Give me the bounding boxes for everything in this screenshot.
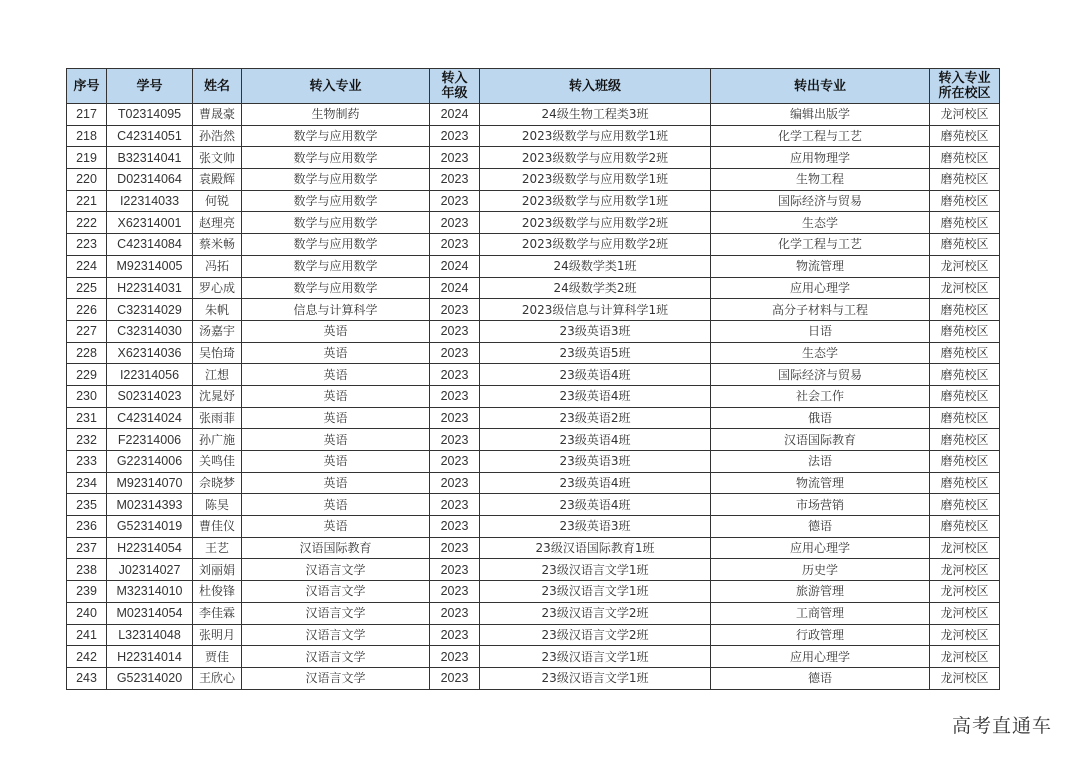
cell-campus: 龙河校区 — [930, 537, 1000, 559]
cell-seq: 242 — [67, 646, 107, 668]
cell-student-id: B32314041 — [107, 147, 193, 169]
table-row — [67, 429, 1000, 451]
cell-name: 朱帆 — [193, 299, 242, 321]
cell-class-in: 23级汉语言文学1班 — [480, 667, 711, 689]
header-campus-line1: 转入专业 — [938, 71, 991, 86]
cell-seq: 240 — [67, 602, 107, 624]
cell-grade: 2023 — [430, 125, 480, 147]
cell-student-id: C32314029 — [107, 299, 193, 321]
header-grade-line2: 年级 — [441, 86, 468, 101]
cell-student-id: S02314023 — [107, 385, 193, 407]
cell-campus: 磨苑校区 — [930, 125, 1000, 147]
cell-seq: 230 — [67, 385, 107, 407]
cell-major-in: 英语 — [242, 320, 430, 342]
cell-class-in: 23级英语3班 — [480, 451, 711, 473]
cell-campus: 磨苑校区 — [930, 364, 1000, 386]
cell-class-in: 23级英语4班 — [480, 385, 711, 407]
cell-student-id: H22314054 — [107, 537, 193, 559]
cell-campus: 磨苑校区 — [930, 429, 1000, 451]
cell-major-in: 英语 — [242, 451, 430, 473]
cell-campus: 龙河校区 — [930, 581, 1000, 603]
cell-grade: 2023 — [430, 429, 480, 451]
cell-major-in: 数学与应用数学 — [242, 255, 430, 277]
table-row — [67, 407, 1000, 429]
cell-grade: 2023 — [430, 646, 480, 668]
cell-name: 贾佳 — [193, 646, 242, 668]
table-row — [67, 667, 1000, 689]
cell-major-in: 数学与应用数学 — [242, 277, 430, 299]
cell-major-out: 历史学 — [711, 559, 930, 581]
cell-student-id: X62314001 — [107, 212, 193, 234]
cell-campus: 磨苑校区 — [930, 451, 1000, 473]
cell-major-in: 汉语国际教育 — [242, 537, 430, 559]
table-row — [67, 190, 1000, 212]
cell-student-id: F22314006 — [107, 429, 193, 451]
cell-seq: 233 — [67, 451, 107, 473]
header-seq: 序号 — [67, 69, 107, 104]
cell-major-out: 俄语 — [711, 407, 930, 429]
cell-student-id: I22314033 — [107, 190, 193, 212]
cell-campus: 龙河校区 — [930, 277, 1000, 299]
cell-major-out: 法语 — [711, 451, 930, 473]
cell-name: 佘晓梦 — [193, 472, 242, 494]
table-row — [67, 559, 1000, 581]
cell-name: 袁殿辉 — [193, 169, 242, 191]
cell-student-id: J02314027 — [107, 559, 193, 581]
table-header — [67, 69, 1000, 104]
transfer-table — [66, 68, 1000, 690]
cell-class-in: 23级汉语国际教育1班 — [480, 537, 711, 559]
cell-class-in: 23级英语2班 — [480, 407, 711, 429]
cell-name: 吴怡琦 — [193, 342, 242, 364]
cell-grade: 2023 — [430, 364, 480, 386]
cell-grade: 2024 — [430, 277, 480, 299]
cell-major-out: 市场营销 — [711, 494, 930, 516]
cell-class-in: 23级英语5班 — [480, 342, 711, 364]
cell-major-in: 英语 — [242, 429, 430, 451]
cell-name: 王欣心 — [193, 667, 242, 689]
cell-campus: 磨苑校区 — [930, 516, 1000, 538]
cell-major-in: 数学与应用数学 — [242, 190, 430, 212]
cell-class-in: 23级英语4班 — [480, 429, 711, 451]
cell-grade: 2023 — [430, 494, 480, 516]
cell-name: 何锐 — [193, 190, 242, 212]
cell-grade: 2023 — [430, 234, 480, 256]
cell-seq: 237 — [67, 537, 107, 559]
cell-major-out: 生物工程 — [711, 169, 930, 191]
cell-seq: 229 — [67, 364, 107, 386]
cell-seq: 228 — [67, 342, 107, 364]
cell-major-out: 生态学 — [711, 212, 930, 234]
cell-grade: 2023 — [430, 407, 480, 429]
table-row — [67, 602, 1000, 624]
cell-major-in: 数学与应用数学 — [242, 212, 430, 234]
cell-campus: 龙河校区 — [930, 559, 1000, 581]
cell-class-in: 23级英语4班 — [480, 472, 711, 494]
table-row — [67, 385, 1000, 407]
cell-name: 江想 — [193, 364, 242, 386]
cell-seq: 243 — [67, 667, 107, 689]
cell-class-in: 2023级数学与应用数学2班 — [480, 234, 711, 256]
cell-student-id: G52314020 — [107, 667, 193, 689]
cell-grade: 2023 — [430, 342, 480, 364]
table-row — [67, 104, 1000, 126]
cell-class-in: 2023级数学与应用数学2班 — [480, 212, 711, 234]
cell-name: 张文帅 — [193, 147, 242, 169]
cell-seq: 231 — [67, 407, 107, 429]
cell-major-in: 英语 — [242, 364, 430, 386]
cell-class-in: 23级汉语言文学1班 — [480, 646, 711, 668]
cell-class-in: 23级汉语言文学1班 — [480, 559, 711, 581]
table-row — [67, 364, 1000, 386]
cell-campus: 磨苑校区 — [930, 147, 1000, 169]
cell-grade: 2023 — [430, 212, 480, 234]
cell-seq: 217 — [67, 104, 107, 126]
cell-major-out: 社会工作 — [711, 385, 930, 407]
cell-major-in: 数学与应用数学 — [242, 147, 430, 169]
cell-grade: 2023 — [430, 559, 480, 581]
header-campus — [930, 69, 1000, 104]
cell-major-in: 汉语言文学 — [242, 667, 430, 689]
cell-campus: 龙河校区 — [930, 646, 1000, 668]
header-grade-line1: 转入 — [441, 71, 468, 86]
cell-campus: 龙河校区 — [930, 255, 1000, 277]
cell-campus: 磨苑校区 — [930, 494, 1000, 516]
cell-name: 沈晁妤 — [193, 385, 242, 407]
cell-seq: 223 — [67, 234, 107, 256]
cell-seq: 238 — [67, 559, 107, 581]
cell-name: 孙广施 — [193, 429, 242, 451]
cell-campus: 磨苑校区 — [930, 234, 1000, 256]
cell-student-id: H22314031 — [107, 277, 193, 299]
cell-campus: 磨苑校区 — [930, 342, 1000, 364]
cell-grade: 2023 — [430, 516, 480, 538]
cell-major-out: 应用物理学 — [711, 147, 930, 169]
table-row — [67, 342, 1000, 364]
cell-major-out: 日语 — [711, 320, 930, 342]
cell-major-out: 德语 — [711, 516, 930, 538]
cell-seq: 235 — [67, 494, 107, 516]
cell-major-out: 应用心理学 — [711, 537, 930, 559]
cell-major-out: 国际经济与贸易 — [711, 364, 930, 386]
cell-campus: 磨苑校区 — [930, 407, 1000, 429]
cell-major-out: 国际经济与贸易 — [711, 190, 930, 212]
cell-seq: 219 — [67, 147, 107, 169]
table-row — [67, 472, 1000, 494]
cell-major-in: 英语 — [242, 516, 430, 538]
header-student-id: 学号 — [107, 69, 193, 104]
cell-major-out: 生态学 — [711, 342, 930, 364]
cell-student-id: T02314095 — [107, 104, 193, 126]
cell-campus: 磨苑校区 — [930, 385, 1000, 407]
cell-name: 曹晟豪 — [193, 104, 242, 126]
cell-student-id: C42314051 — [107, 125, 193, 147]
header-campus-line2: 所在校区 — [938, 86, 991, 101]
cell-major-out: 化学工程与工艺 — [711, 234, 930, 256]
cell-seq: 226 — [67, 299, 107, 321]
cell-student-id: I22314056 — [107, 364, 193, 386]
cell-campus: 龙河校区 — [930, 602, 1000, 624]
cell-seq: 236 — [67, 516, 107, 538]
cell-major-out: 汉语国际教育 — [711, 429, 930, 451]
cell-name: 张明月 — [193, 624, 242, 646]
table-row — [67, 125, 1000, 147]
cell-grade: 2023 — [430, 537, 480, 559]
cell-student-id: M32314010 — [107, 581, 193, 603]
header-grade — [430, 69, 480, 104]
cell-campus: 磨苑校区 — [930, 212, 1000, 234]
header-major-out: 转出专业 — [711, 69, 930, 104]
cell-student-id: L32314048 — [107, 624, 193, 646]
cell-class-in: 23级英语4班 — [480, 364, 711, 386]
cell-grade: 2024 — [430, 255, 480, 277]
cell-campus: 磨苑校区 — [930, 320, 1000, 342]
cell-campus: 磨苑校区 — [930, 169, 1000, 191]
cell-name: 罗心成 — [193, 277, 242, 299]
table-row — [67, 212, 1000, 234]
table-row — [67, 537, 1000, 559]
cell-major-in: 汉语言文学 — [242, 646, 430, 668]
cell-name: 王艺 — [193, 537, 242, 559]
cell-class-in: 2023级信息与计算科学1班 — [480, 299, 711, 321]
cell-campus: 龙河校区 — [930, 667, 1000, 689]
cell-name: 孙浩然 — [193, 125, 242, 147]
cell-major-in: 信息与计算科学 — [242, 299, 430, 321]
cell-class-in: 2023级数学与应用数学1班 — [480, 169, 711, 191]
table-row — [67, 234, 1000, 256]
cell-campus: 龙河校区 — [930, 624, 1000, 646]
cell-name: 赵理亮 — [193, 212, 242, 234]
cell-class-in: 23级英语4班 — [480, 494, 711, 516]
table-row — [67, 494, 1000, 516]
cell-grade: 2023 — [430, 385, 480, 407]
cell-grade: 2023 — [430, 299, 480, 321]
cell-student-id: C42314024 — [107, 407, 193, 429]
cell-campus: 磨苑校区 — [930, 472, 1000, 494]
cell-class-in: 23级汉语言文学2班 — [480, 624, 711, 646]
cell-seq: 220 — [67, 169, 107, 191]
cell-seq: 227 — [67, 320, 107, 342]
cell-major-in: 汉语言文学 — [242, 559, 430, 581]
cell-grade: 2023 — [430, 451, 480, 473]
cell-seq: 218 — [67, 125, 107, 147]
table-body — [67, 104, 1000, 690]
cell-major-out: 化学工程与工艺 — [711, 125, 930, 147]
cell-grade: 2023 — [430, 320, 480, 342]
cell-major-out: 行政管理 — [711, 624, 930, 646]
table-row — [67, 147, 1000, 169]
cell-seq: 241 — [67, 624, 107, 646]
cell-grade: 2023 — [430, 472, 480, 494]
cell-major-in: 英语 — [242, 494, 430, 516]
cell-grade: 2023 — [430, 169, 480, 191]
cell-grade: 2023 — [430, 581, 480, 603]
cell-major-out: 物流管理 — [711, 472, 930, 494]
cell-major-in: 英语 — [242, 472, 430, 494]
cell-major-out: 应用心理学 — [711, 277, 930, 299]
cell-grade: 2023 — [430, 667, 480, 689]
cell-seq: 224 — [67, 255, 107, 277]
cell-major-in: 汉语言文学 — [242, 602, 430, 624]
cell-name: 关鸣佳 — [193, 451, 242, 473]
cell-major-out: 物流管理 — [711, 255, 930, 277]
cell-grade: 2024 — [430, 104, 480, 126]
cell-grade: 2023 — [430, 190, 480, 212]
cell-major-in: 英语 — [242, 342, 430, 364]
cell-student-id: G52314019 — [107, 516, 193, 538]
table-row — [67, 516, 1000, 538]
cell-student-id: M02314054 — [107, 602, 193, 624]
table-row — [67, 624, 1000, 646]
cell-class-in: 24级生物工程类3班 — [480, 104, 711, 126]
cell-major-in: 英语 — [242, 385, 430, 407]
cell-major-in: 生物制药 — [242, 104, 430, 126]
cell-name: 冯拓 — [193, 255, 242, 277]
cell-major-in: 汉语言文学 — [242, 581, 430, 603]
cell-major-in: 数学与应用数学 — [242, 169, 430, 191]
cell-class-in: 2023级数学与应用数学1班 — [480, 125, 711, 147]
watermark-text: 高考直通车 — [951, 715, 1052, 737]
cell-class-in: 23级英语3班 — [480, 516, 711, 538]
cell-name: 刘丽娟 — [193, 559, 242, 581]
cell-grade: 2023 — [430, 624, 480, 646]
cell-name: 李佳霖 — [193, 602, 242, 624]
cell-name: 陈昊 — [193, 494, 242, 516]
cell-seq: 234 — [67, 472, 107, 494]
cell-class-in: 2023级数学与应用数学1班 — [480, 190, 711, 212]
cell-major-out: 应用心理学 — [711, 646, 930, 668]
cell-seq: 239 — [67, 581, 107, 603]
cell-student-id: M92314005 — [107, 255, 193, 277]
cell-campus: 磨苑校区 — [930, 299, 1000, 321]
cell-campus: 磨苑校区 — [930, 190, 1000, 212]
transfer-list-sheet — [66, 68, 999, 690]
table-row — [67, 646, 1000, 668]
cell-major-out: 工商管理 — [711, 602, 930, 624]
cell-major-out: 编辑出版学 — [711, 104, 930, 126]
cell-major-out: 高分子材料与工程 — [711, 299, 930, 321]
cell-major-in: 数学与应用数学 — [242, 125, 430, 147]
cell-class-in: 23级英语3班 — [480, 320, 711, 342]
cell-student-id: C42314084 — [107, 234, 193, 256]
cell-campus: 龙河校区 — [930, 104, 1000, 126]
table-row — [67, 320, 1000, 342]
cell-class-in: 23级汉语言文学2班 — [480, 602, 711, 624]
cell-student-id: H22314014 — [107, 646, 193, 668]
cell-seq: 225 — [67, 277, 107, 299]
table-row — [67, 451, 1000, 473]
cell-class-in: 23级汉语言文学1班 — [480, 581, 711, 603]
cell-name: 蔡米畅 — [193, 234, 242, 256]
cell-seq: 232 — [67, 429, 107, 451]
table-row — [67, 299, 1000, 321]
cell-class-in: 24级数学类2班 — [480, 277, 711, 299]
cell-class-in: 2023级数学与应用数学2班 — [480, 147, 711, 169]
cell-class-in: 24级数学类1班 — [480, 255, 711, 277]
header-major-in: 转入专业 — [242, 69, 430, 104]
table-row — [67, 169, 1000, 191]
header-name: 姓名 — [193, 69, 242, 104]
cell-student-id: D02314064 — [107, 169, 193, 191]
header-row — [67, 69, 1000, 104]
cell-major-out: 德语 — [711, 667, 930, 689]
cell-name: 杜俊锋 — [193, 581, 242, 603]
cell-student-id: M02314393 — [107, 494, 193, 516]
cell-seq: 221 — [67, 190, 107, 212]
cell-student-id: G22314006 — [107, 451, 193, 473]
cell-major-in: 英语 — [242, 407, 430, 429]
cell-major-out: 旅游管理 — [711, 581, 930, 603]
cell-name: 曹佳仪 — [193, 516, 242, 538]
cell-student-id: X62314036 — [107, 342, 193, 364]
cell-student-id: C32314030 — [107, 320, 193, 342]
header-class-in: 转入班级 — [480, 69, 711, 104]
cell-grade: 2023 — [430, 602, 480, 624]
cell-student-id: M92314070 — [107, 472, 193, 494]
cell-grade: 2023 — [430, 147, 480, 169]
cell-major-in: 汉语言文学 — [242, 624, 430, 646]
table-row — [67, 277, 1000, 299]
cell-name: 张雨菲 — [193, 407, 242, 429]
cell-name: 汤嘉宇 — [193, 320, 242, 342]
cell-seq: 222 — [67, 212, 107, 234]
table-row — [67, 581, 1000, 603]
table-row — [67, 255, 1000, 277]
cell-major-in: 数学与应用数学 — [242, 234, 430, 256]
